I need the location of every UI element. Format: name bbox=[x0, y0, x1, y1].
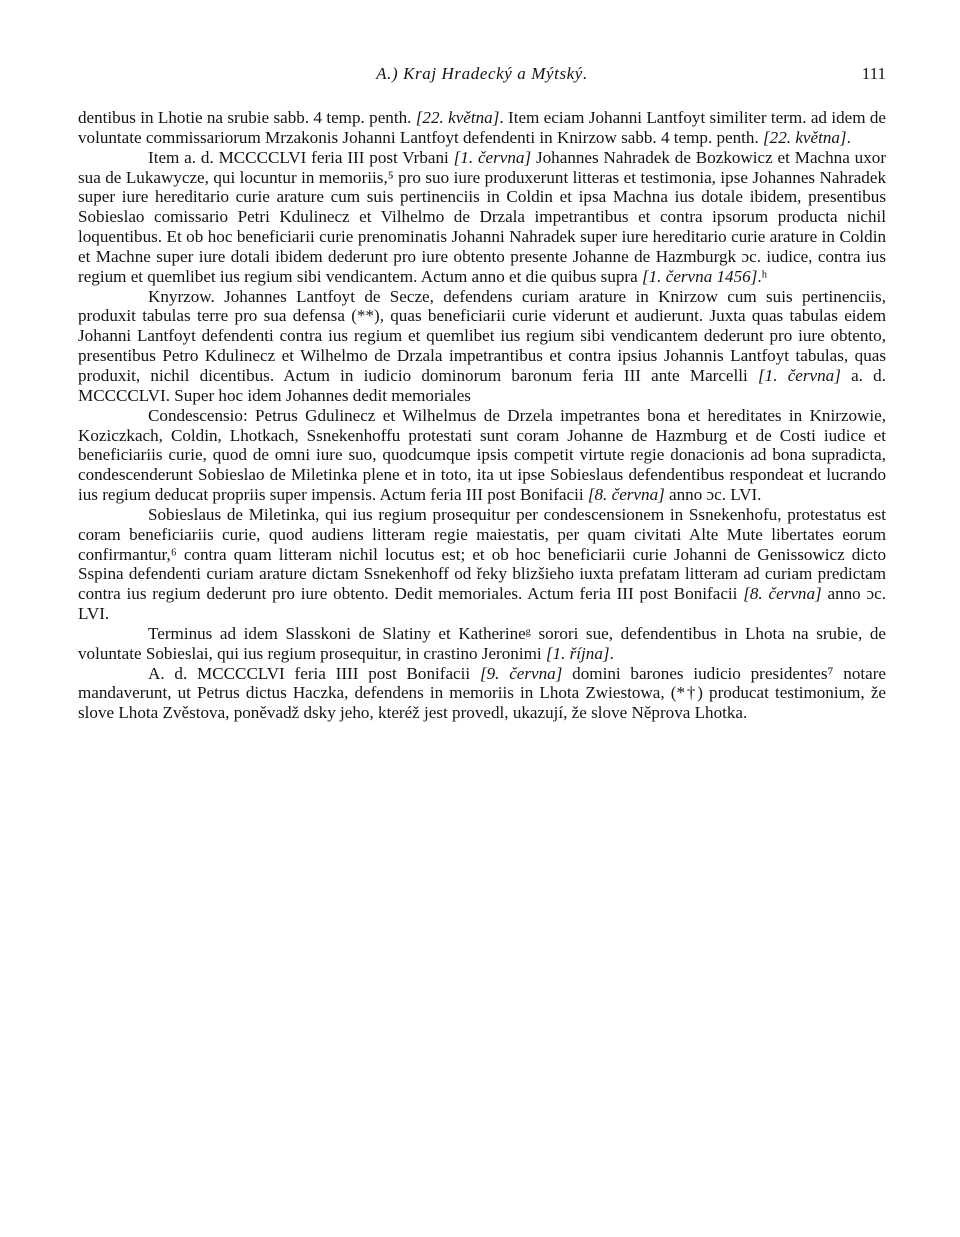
document-page bbox=[78, 60, 886, 723]
date-note: [1. června] bbox=[453, 147, 532, 167]
date-note: [8. června] bbox=[743, 584, 822, 604]
date-note: [9. června] bbox=[479, 663, 563, 683]
text-run: Condescensio: Petrus Gdulinecz et Wilhelmus de Drzela impetrantes bona et hereditates in Knirzowie, Koziczkach, Coldin, Lhotkach, Ssnekenhoffu protestati sunt coram Johanne de Hazmburg et de Costi iudice et beneficiariis curie, quod de omni iure suo, quodcumque ipsis competit virtute regie donacionis ad bona supradicta, condescenderunt Sobieslao de Miletinka plene et in toto, ita ut ipse Sobieslaus defendentibus respondeat et lucrando ius regium deducat propriis super impensis. Actum feria III post Bonifacii bbox=[78, 405, 886, 505]
date-note: [1. října] bbox=[545, 643, 610, 663]
text-run: anno ɔc. LVI. bbox=[664, 485, 762, 505]
paragraph-4 bbox=[78, 406, 886, 505]
date-note: [1. června] bbox=[758, 365, 841, 385]
paragraph-7 bbox=[78, 664, 886, 724]
date-note: [22. května] bbox=[763, 127, 847, 147]
text-run: Item a. d. MCCCCLVI feria III post Vrbani bbox=[148, 147, 454, 167]
date-note: [8. června] bbox=[587, 485, 665, 505]
text-run: .ʰ bbox=[757, 266, 768, 286]
paragraph-5 bbox=[78, 505, 886, 624]
date-note: [22. května] bbox=[415, 108, 500, 127]
page-number: 111 bbox=[861, 64, 886, 83]
text-run: Sobieslaus de Miletinka, qui ius regium prosequitur per condescensionem in Ssnekenhofu, protestatus est coram beneficiariis curie, quod audiens litteram regie maiestatis, per quam civitati Alte Mute libertates eorum confirmantur,⁶ contra quam litteram nichil locutus est; et ob hoc beneficiarii curie Johanni de Genissowicz dicto Sspina defendenti curiam arature dictam Ssnekenhoff od řeky blizšieho iuxta prefatam litteram ad curiam predictam contra ius regium dederunt pro iure obtento. Dedit memoriales. Actum feria III post Bonifacii bbox=[78, 504, 886, 604]
paragraph-1 bbox=[78, 108, 886, 148]
text-run: domini barones iudicio presidentes⁷ notare mandaverunt, ut Petrus dictus Haczka, defendens in memoriis in Lhota Zwiestowa, (*†) producat testimonium, že slove Lhota Zvěstova, poněvadž dsky jeho, kteréž jest provedl, ukazují, že slove Něprova Lhotka. bbox=[78, 663, 887, 723]
text-run: dentibus in Lhotie na srubie sabb. 4 temp. penth. bbox=[78, 108, 416, 127]
page-header bbox=[78, 60, 886, 94]
running-title: A.) Kraj Hradecký a Mýtský. bbox=[376, 64, 588, 83]
text-run: Johannes Nahradek de Bozkowicz et Machna uxor sua de Lukawycze, qui locuntur in memoriis,⁵ pro suo iure produxerunt litteras et testimonia, ipse Johannes Nahradek super iure hereditario curie arature cum suis pertinenciis in Coldin et ipsa Machna ius dotale ibidem, presentibus Sobieslao comissario Petri Kdulinecz et Vilhelmo de Drzala impetrantibus et contra ipsorum producta nichil loquentibus. Et ob hoc beneficiarii curie prenominatis Johanni Nahradek super iure hereditario curie arature in Coldin et Machne super iure dotali ibidem dederunt pro iure obtento presente Johanne de Hazmburgk ɔc. iudice, contra ius regium et quemlibet ius regium sibi vendicantem. Actum anno et die quibus supra bbox=[78, 147, 887, 286]
document-body bbox=[78, 108, 886, 723]
text-run: . bbox=[846, 127, 851, 147]
text-run: . bbox=[609, 643, 614, 663]
text-run: Terminus ad idem Slasskoni de Slatiny et Katherineᵍ sorori sue, defendentibus in Lhota na srubie, de voluntate Sobieslai, qui ius regium prosequitur, in crastino Jeronimi bbox=[78, 623, 886, 663]
text-run: . Item eciam Johanni Lantfoyt similiter term. ad idem de voluntate commissariorum Mrzakonis Johanni Lantfoyt defendenti in Knirzow sabb. 4 temp. penth. bbox=[78, 108, 886, 147]
paragraph-3 bbox=[78, 287, 886, 406]
paragraph-2 bbox=[78, 148, 886, 287]
paragraph-6 bbox=[78, 624, 886, 664]
text-run: Knyrzow. Johannes Lantfoyt de Secze, defendens curiam arature in Knirzow cum suis pertinenciis, produxit tabulas terre pro sua defensa (**), quas beneficiarii curie viderunt et audierunt. Juxta quas tabulas eidem Johanni Lantfoyt defendenti contra ius regium et quemlibet ius regium sibi vendicantem dederunt pro iure obtento, presentibus Petro Kdulinecz et Wilhelmo de Drzala impetrantibus et contra ipsius Johannis Lantfoyt tabulas, quas produxit, nichil dicentibus. Actum in iudicio dominorum baronum feria III ante Marcelli bbox=[78, 286, 886, 385]
text-run: anno ɔc. LVI. bbox=[78, 584, 886, 624]
date-note: [1. června 1456] bbox=[641, 266, 758, 286]
text-run: a. d. MCCCCLVI. Super hoc idem Johannes dedit memoriales bbox=[78, 365, 886, 405]
text-run: A. d. MCCCCLVI feria IIII post Bonifacii bbox=[148, 663, 480, 683]
